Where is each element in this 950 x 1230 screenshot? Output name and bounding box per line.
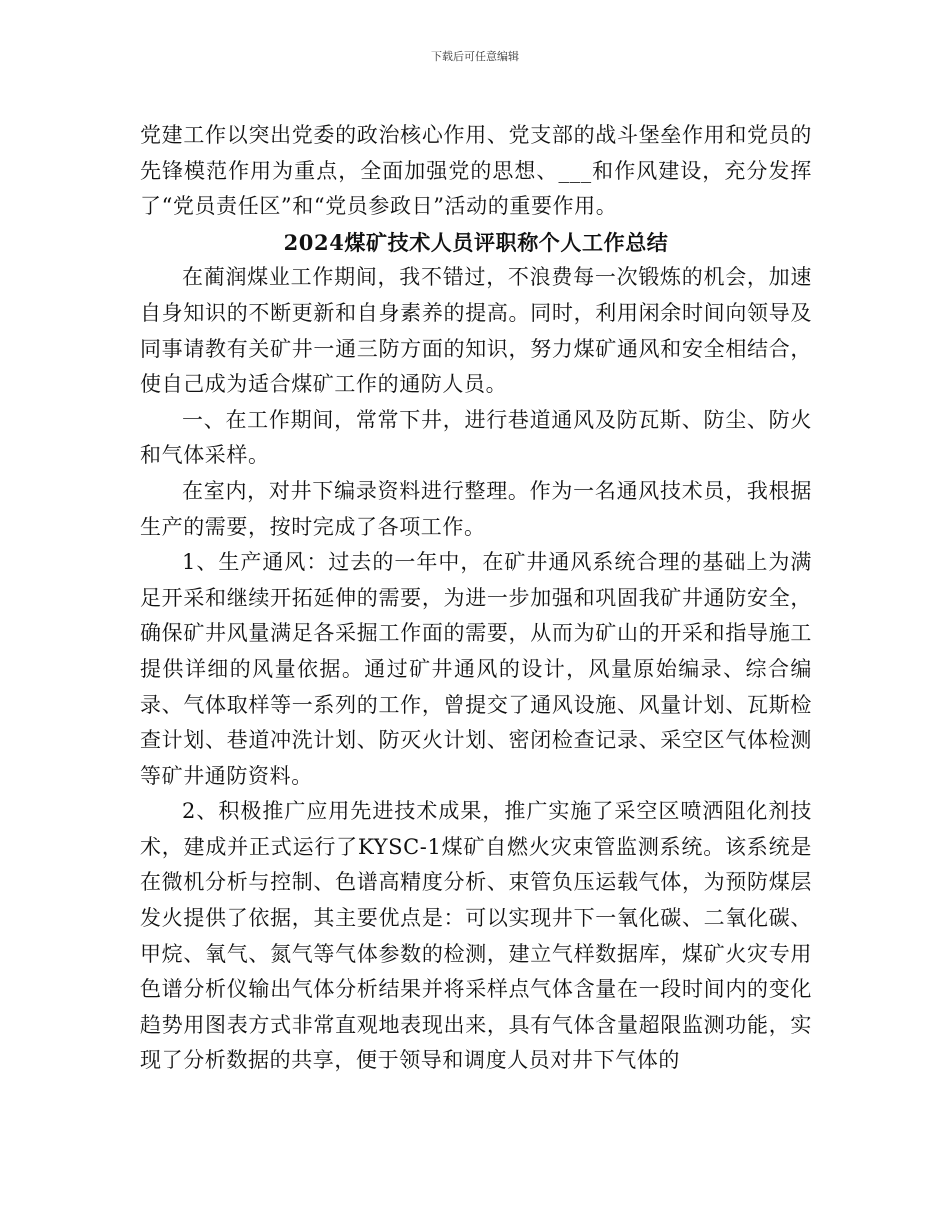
body-paragraph: 一、在工作期间，常常下井，进行巷道通风及防瓦斯、防尘、防火和气体采样。 [140,407,812,468]
body-paragraph: 在室内，对井下编录资料进行整理。作为一名通风技术员，我根据生产的需要，按时完成了各项工作。 [140,478,812,539]
intro-paragraph: 党建工作以突出党委的政治核心作用、党支部的战斗堡垒作用和党员的先锋模范作用为重点，全面加强党的思想、___和作风建设，充分发挥了“党员责任区”和“党员参政日”活动的重要作用。 [140,123,812,219]
document-title: 2024煤矿技术人员评职称个人工作总结 [283,229,669,255]
body-paragraph: 2、积极推广应用先进技术成果，推广实施了采空区喷洒阻化剂技术，建成并正式运行了KYSC-1煤矿自燃火灾束管监测系统。该系统是在微机分析与控制、色谱高精度分析、束管负压运载气体，为预防煤层发火提供了依据，其主要优点是：可以实现井下一氧化碳、二氧化碳、甲烷、氧气、氮气等气体参数的检测，建立气样数据库，煤矿火灾专用色谱分析仪输出气体分析结果并将采样点气体含量在一段时间内的变化趋势用图表方式非常直观地表现出来，具有气体含量超限监测功能，实现了分析数据的共享，便于领导和调度人员对井下气体的 [140,799,812,1073]
body-paragraph: 在蔺润煤业工作期间，我不错过，不浪费每一次锻炼的机会，加速自身知识的不断更新和自身素养的提高。同时，利用闲余时间向领导及同事请教有关矿井一通三防方面的知识，努力煤矿通风和安全相结合，使自己成为适合煤矿工作的通防人员。 [140,265,812,397]
page-header: 下载后可任意编辑 [431,50,519,63]
body-paragraph: 1、生产通风：过去的一年中，在矿井通风系统合理的基础上为满足开采和继续开拓延伸的需要，为进一步加强和巩固我矿井通防安全，确保矿井风量满足各采掘工作面的需要，从而为矿山的开采和指导施工提供详细的风量依据。通过矿井通风的设计，风量原始编录、综合编录、气体取样等一系列的工作，曾提交了通风设施、风量计划、瓦斯检查计划、巷道冲洗计划、防灭火计划、密闭检查记录、采空区气体检测等矿井通防资料。 [140,550,812,788]
document-body [140,118,812,1079]
